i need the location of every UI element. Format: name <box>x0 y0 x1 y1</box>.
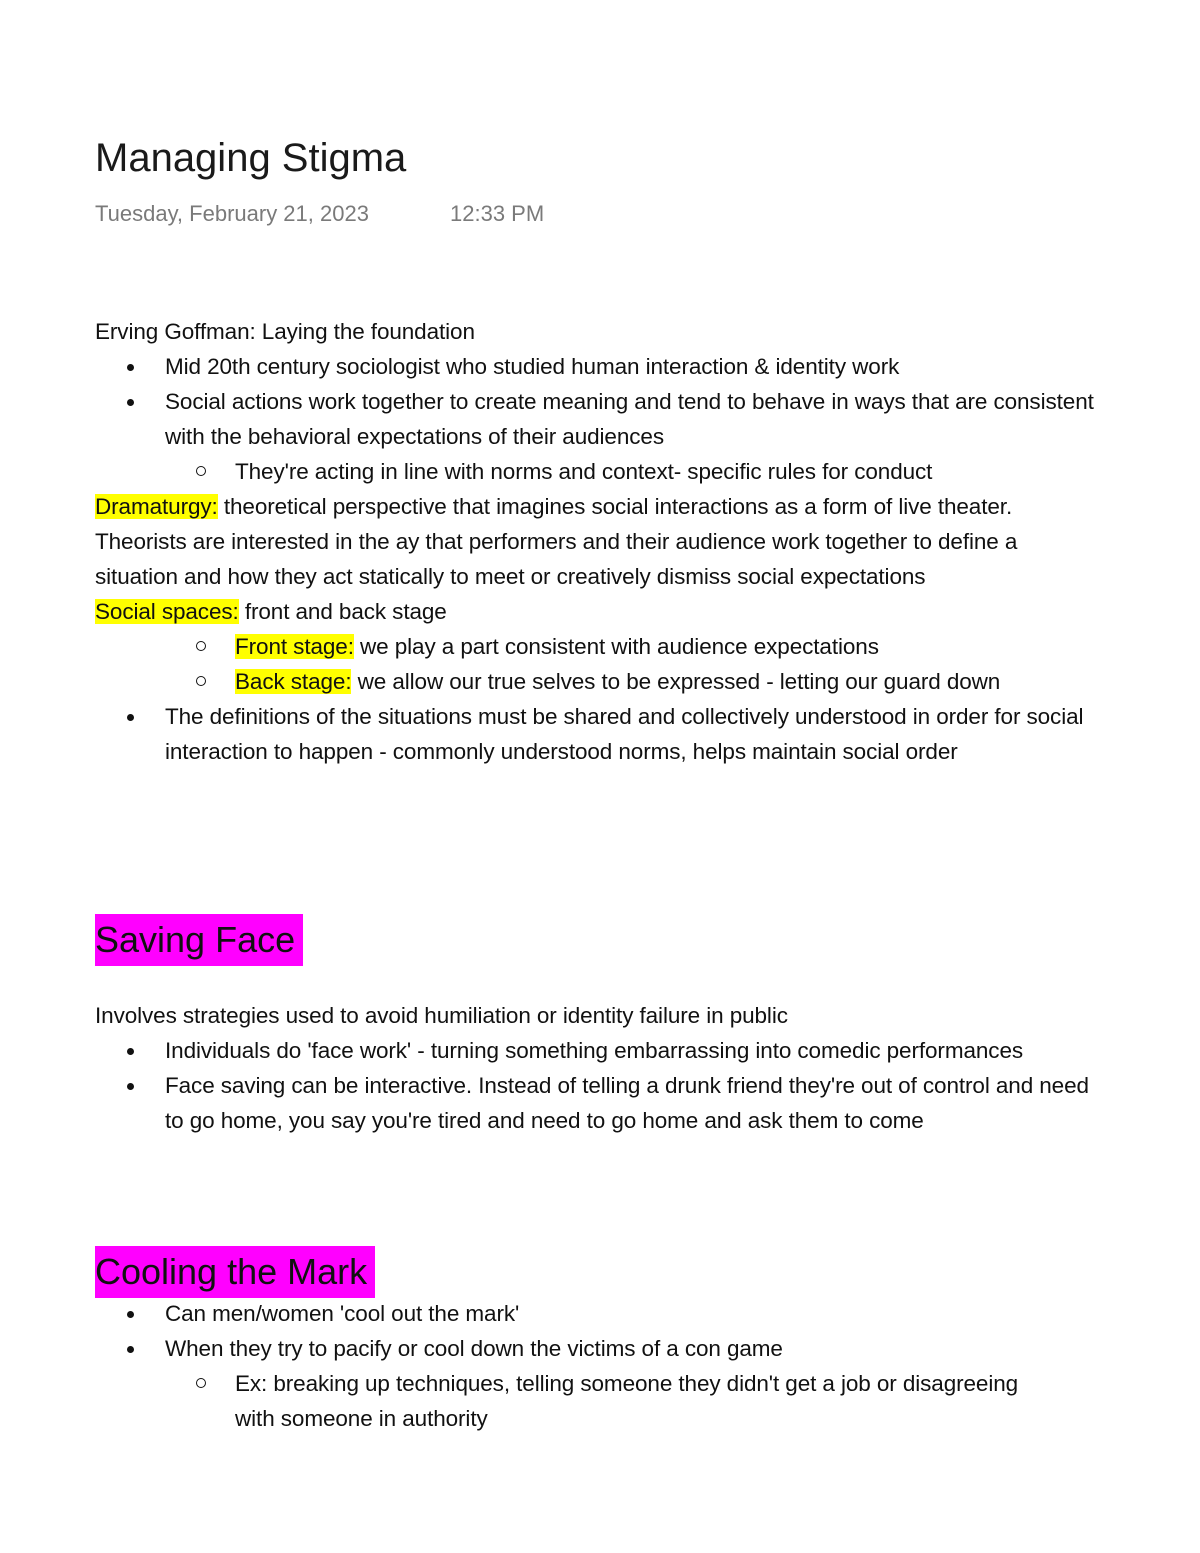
term-back-stage: Back stage: <box>235 669 352 694</box>
page-meta <box>95 200 545 228</box>
term-front-stage: Front stage: <box>235 634 354 659</box>
section-goffman <box>95 314 1105 769</box>
sub-list-item-back-stage <box>95 664 1105 699</box>
list-item: The definitions of the situations must be shared and collectively understood in order for social interaction to happen - commonly understood norms, helps maintain social order <box>95 699 1105 769</box>
page-title: Managing Stigma <box>95 136 407 180</box>
definition-dramaturgy: theoretical perspective that imagines social interactions as a form of live theater. Theorists are interested in the ay that performers and their audience work together to define a situation and how they act statically to meet or creatively dismiss social expectations <box>95 494 1018 589</box>
paragraph-dramaturgy <box>95 489 1105 594</box>
page-date: Tuesday, February 21, 2023 <box>95 201 369 226</box>
paragraph-social-spaces <box>95 594 1105 629</box>
section-cooling-the-mark <box>95 1296 1105 1436</box>
heading-saving-face <box>95 914 303 966</box>
sub-list-item: Ex: breaking up techniques, telling someone they didn't get a job or disagreeing with someone in authority <box>95 1366 1105 1436</box>
list-item: Social actions work together to create meaning and tend to behave in ways that are consistent with the behavioral expectations of their audiences <box>95 384 1105 454</box>
heading-cooling-the-mark-text: Cooling the Mark <box>95 1246 375 1298</box>
sub-list-item: They're acting in line with norms and context- specific rules for conduct <box>95 454 1105 489</box>
list-item: Can men/women 'cool out the mark' <box>95 1296 1105 1331</box>
paragraph-intro: Erving Goffman: Laying the foundation <box>95 319 475 344</box>
paragraph-intro: Involves strategies used to avoid humiliation or identity failure in public <box>95 1003 788 1028</box>
list-item: Individuals do 'face work' - turning something embarrassing into comedic performances <box>95 1033 1105 1068</box>
term-social-spaces: Social spaces: <box>95 599 239 624</box>
page-time: 12:33 PM <box>450 201 545 226</box>
term-dramaturgy: Dramaturgy: <box>95 494 218 519</box>
list-item: Face saving can be interactive. Instead of telling a drunk friend they're out of control and need to go home, you say you're tired and need to go home and ask them to come <box>95 1068 1105 1138</box>
definition-front-stage: we play a part consistent with audience expectations <box>353 634 879 659</box>
definition-back-stage: we allow our true selves to be expressed - letting our guard down <box>351 669 1001 694</box>
heading-cooling-the-mark <box>95 1246 375 1298</box>
heading-saving-face-text: Saving Face <box>95 914 303 966</box>
section-saving-face <box>95 998 1105 1138</box>
list-item: When they try to pacify or cool down the victims of a con game <box>95 1331 1105 1366</box>
definition-social-spaces: front and back stage <box>238 599 447 624</box>
list-item: Mid 20th century sociologist who studied human interaction & identity work <box>95 349 1105 384</box>
sub-list-item-front-stage <box>95 629 1105 664</box>
